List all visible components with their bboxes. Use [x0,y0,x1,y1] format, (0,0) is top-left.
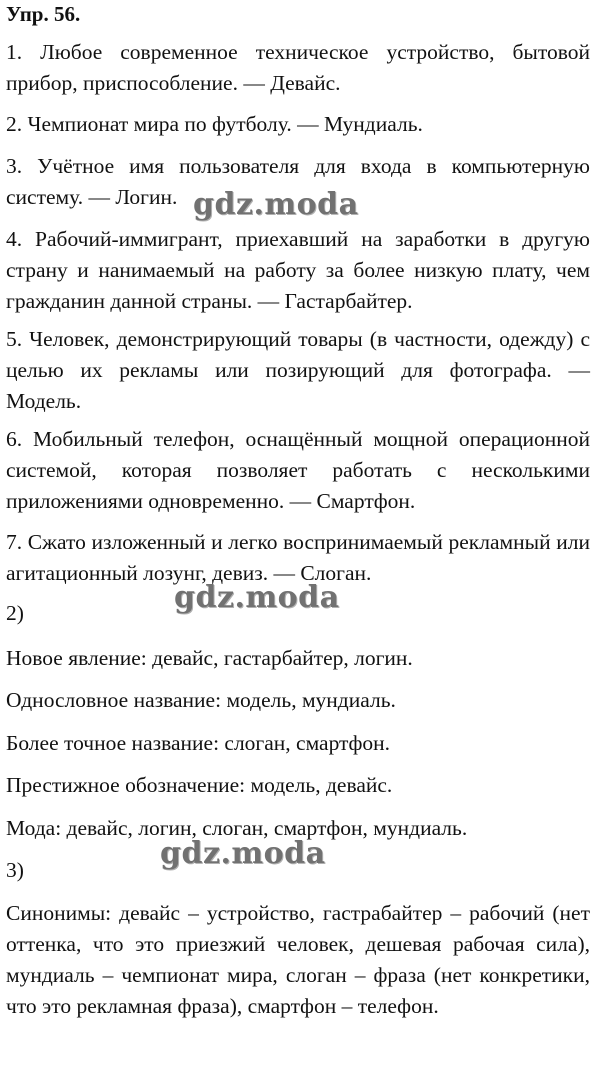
category-fashion: Мода: девайс, логин, слоган, смартфон, мундиаль. [6,816,468,840]
category-precise-name: Более точное название: слоган, смартфон. [6,731,391,755]
category-new-phenomenon: Новое явление: девайс, гастарбайтер, логин. [6,646,413,670]
definition-item-4: 4. Рабочий-иммигрант, приехавший на заработки в другую страну и нанимаемый на работу за более низкую плату, чем гражданин данной страны. — Гастарбайтер. [6,227,590,313]
definition-item-7: 7. Сжато изложенный и легко воспринимаемый рекламный или агитационный лозунг, девиз. — Слоган. [6,530,590,585]
exercise-title: Упр. 56. [6,2,81,26]
definition-item-3: 3. Учётное имя пользователя для входа в компьютерную систему. — Логин. [6,154,590,209]
watermark-logo: gdz.moda [193,187,359,222]
watermark-logo: gdz.moda [174,580,340,615]
definition-item-1: 1. Любое современное техническое устройство, бытовой прибор, приспособление. — Девайс. [6,40,590,95]
category-one-word-name: Однословное название: модель, мундиаль. [6,688,396,712]
definition-item-5: 5. Человек, демонстрирующий товары (в частности, одежду) с целью их рекламы или позирующий для фотографа. — Модель. [6,327,590,413]
synonyms-paragraph: Синонимы: девайс – устройство, гастрабайтер – рабочий (нет оттенка, что это приезжий человек, дешевая рабочая сила), мундиаль – чемпионат мира, слоган – фраза (нет конкретики, что это рекламная фраза), смартфон – телефон. [6,901,590,1018]
watermark-logo: gdz.moda [160,836,326,871]
definition-item-2: 2. Чемпионат мира по футболу. — Мундиаль. [6,112,423,136]
category-prestigious-name: Престижное обозначение: модель, девайс. [6,773,393,797]
section-3-heading: 3) [6,858,24,882]
section-2-heading: 2) [6,601,24,625]
definition-item-6: 6. Мобильный телефон, оснащённый мощной операционной системой, которая позволяет работать с несколькими приложениями одновременно. — Смартфон. [6,427,590,513]
